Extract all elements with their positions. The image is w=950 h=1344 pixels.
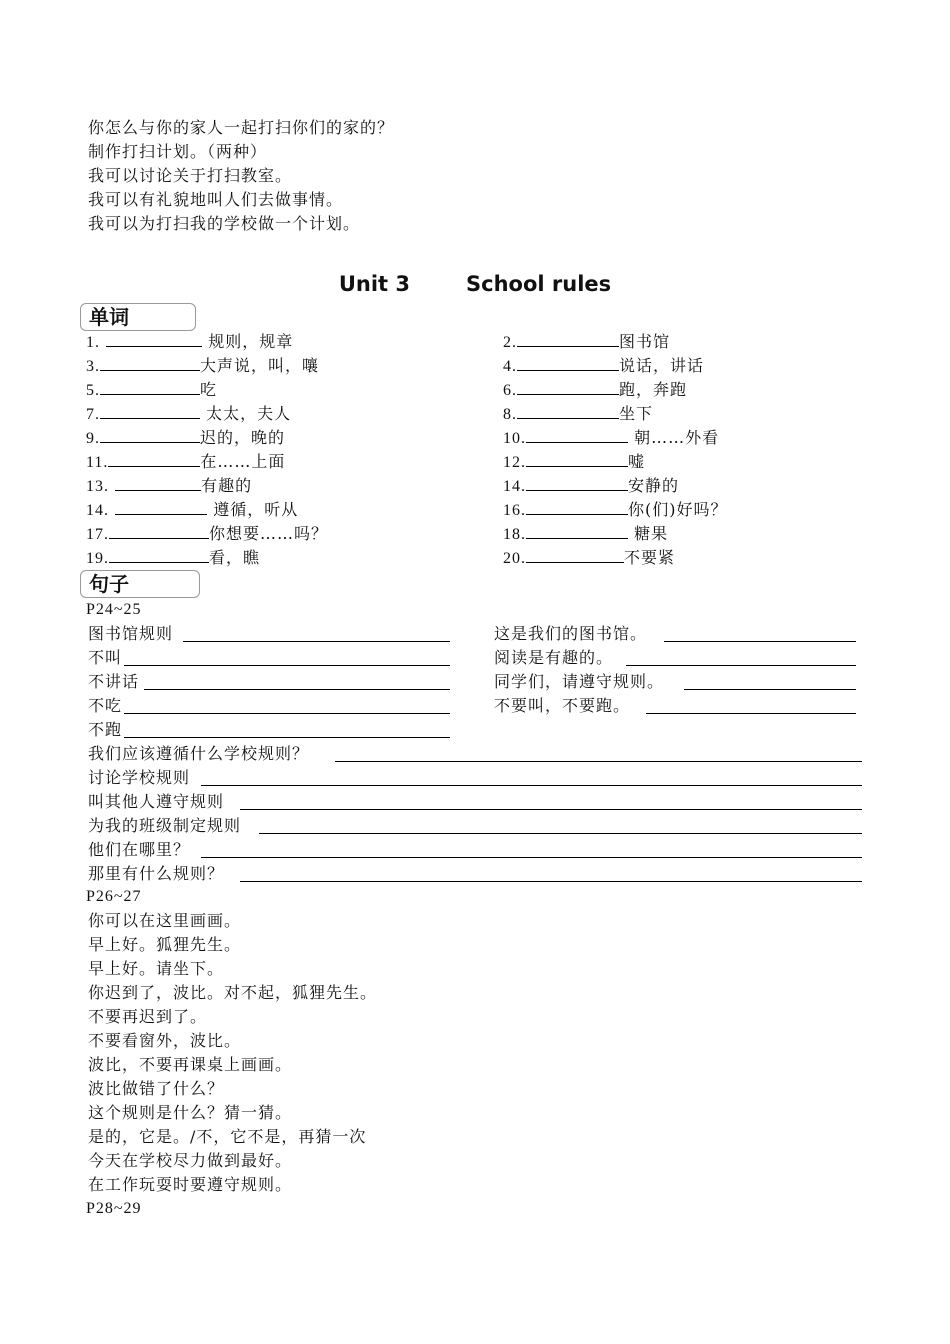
story-line: 波比，不要再课桌上画画。	[88, 1055, 293, 1074]
rule-prompt: 阅读是有趣的。	[494, 648, 614, 667]
unit-number: Unit 3	[338, 272, 411, 296]
story-line: 你迟到了，波比。对不起，狐狸先生。	[88, 983, 378, 1002]
vocab-item: 18. 糖果	[503, 524, 669, 543]
rule-prompt: 不吃	[88, 696, 123, 715]
vocab-item: 19. 看，瞧	[86, 548, 261, 567]
vocab-item: 16. 你(们)好吗？	[503, 500, 728, 519]
rule-prompt: 这是我们的图书馆。	[494, 624, 648, 643]
question-prompt: 讨论学校规则	[88, 768, 191, 787]
rule-prompt: 不要叫，不要跑。	[494, 696, 631, 715]
question-prompt: 叫其他人遵守规则	[88, 792, 225, 811]
story-line: 你可以在这里画画。	[88, 911, 242, 930]
vocab-item: 7. 太太，夫人	[86, 404, 292, 423]
answer-line[interactable]	[124, 737, 450, 738]
story-line: 不要再迟到了。	[88, 1007, 208, 1026]
question-prompt: 为我的班级制定规则	[88, 816, 242, 835]
answer-line[interactable]	[240, 881, 862, 882]
answer-line[interactable]	[684, 689, 856, 690]
answer-line[interactable]	[124, 665, 450, 666]
answer-line[interactable]	[201, 785, 862, 786]
vocab-item: 10. 朝……外看	[503, 428, 720, 447]
vocab-item: 5. 吃	[86, 380, 218, 399]
vocab-item: 13. 有趣的	[86, 476, 253, 495]
vocab-item: 8. 坐下	[503, 404, 654, 423]
story-line: 早上好。狐狸先生。	[88, 935, 242, 954]
page-ref: P28~29	[86, 1200, 142, 1217]
vocab-item: 17. 你想要……吗？	[86, 524, 329, 543]
answer-line[interactable]	[240, 809, 862, 810]
unit-title	[0, 272, 950, 296]
answer-line[interactable]	[124, 713, 450, 714]
answer-line[interactable]	[201, 857, 862, 858]
page-ref: P26~27	[86, 888, 142, 905]
story-line: 不要看窗外，波比。	[88, 1031, 242, 1050]
answer-line[interactable]	[646, 713, 856, 714]
vocab-item: 20. 不要紧	[503, 548, 676, 567]
answer-line[interactable]	[626, 665, 856, 666]
vocab-item: 6. 跑，奔跑	[503, 380, 688, 399]
intro-line: 我可以为打扫我的学校做一个计划。	[88, 214, 361, 233]
question-prompt: 那里有什么规则？	[88, 864, 225, 883]
rule-prompt: 同学们，请遵守规则。	[494, 672, 665, 691]
intro-line: 我可以讨论关于打扫教室。	[88, 166, 293, 185]
story-line: 波比做错了什么？	[88, 1079, 225, 1098]
vocab-item: 11. 在……上面	[86, 452, 286, 471]
story-line: 这个规则是什么？猜一猜。	[88, 1103, 293, 1122]
page-ref: P24~25	[86, 601, 142, 618]
unit-name: School rules	[466, 272, 612, 296]
story-line: 今天在学校尽力做到最好。	[88, 1151, 293, 1170]
intro-line: 你怎么与你的家人一起打扫你们的家的？	[88, 118, 395, 137]
answer-line[interactable]	[259, 833, 862, 834]
question-prompt: 他们在哪里？	[88, 840, 191, 859]
rule-prompt: 不叫	[88, 648, 123, 667]
intro-line: 我可以有礼貌地叫人们去做事情。	[88, 190, 344, 209]
question-prompt: 我们应该遵循什么学校规则？	[88, 744, 310, 763]
vocab-item: 2. 图书馆	[503, 332, 671, 351]
vocab-item: 14. 安静的	[503, 476, 680, 495]
answer-line[interactable]	[144, 689, 450, 690]
answer-line[interactable]	[664, 641, 856, 642]
rule-prompt: 不跑	[88, 720, 123, 739]
vocab-section-badge: 单词	[80, 303, 196, 331]
story-line: 早上好。请坐下。	[88, 959, 225, 978]
answer-line[interactable]	[335, 761, 862, 762]
answer-line[interactable]	[183, 641, 450, 642]
rule-prompt: 不讲话	[88, 672, 140, 691]
sentence-section-badge: 句子	[80, 570, 200, 598]
vocab-item: 3. 大声说，叫，嚷	[86, 356, 320, 375]
vocab-item: 4. 说话，讲话	[503, 356, 705, 375]
vocab-item: 14. 遵循，听从	[86, 500, 299, 519]
vocab-item: 9. 迟的，晚的	[86, 428, 286, 447]
vocab-item: 12. 嘘	[503, 452, 646, 471]
intro-line: 制作打扫计划。（两种）	[88, 142, 268, 161]
story-line: 在工作玩耍时要遵守规则。	[88, 1175, 293, 1194]
vocab-item: 1. 规则，规章	[86, 332, 294, 351]
story-line: 是的，它是。/不，它不是，再猜一次	[88, 1127, 367, 1146]
rule-prompt: 图书馆规则	[88, 624, 174, 643]
